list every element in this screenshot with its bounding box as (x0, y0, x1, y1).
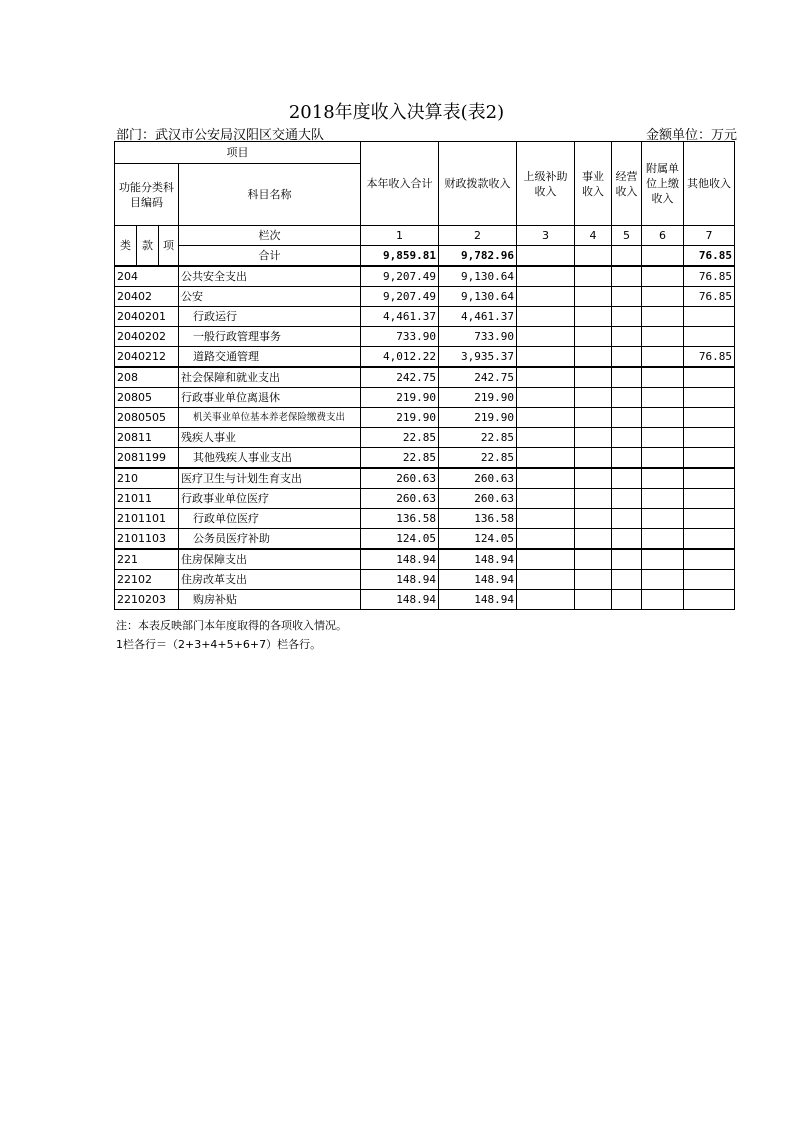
row-empty (612, 307, 642, 327)
header-superior-subsidy: 上级补助收入 (517, 142, 575, 226)
row-total: 260.63 (361, 468, 439, 489)
row-empty (612, 388, 642, 408)
row-name: 行政事业单位医疗 (179, 489, 361, 509)
row-empty (517, 570, 575, 590)
row-other (684, 307, 735, 327)
row-empty (642, 549, 684, 570)
row-empty (575, 428, 612, 448)
row-name: 社会保障和就业支出 (179, 367, 361, 388)
department-label: 部门：武汉市公安局汉阳区交通大队 (116, 128, 325, 143)
header-affiliated: 附属单位上缴收入 (642, 142, 684, 226)
row-other (684, 509, 735, 529)
row-code: 20805 (115, 388, 179, 408)
row-fiscal: 260.63 (439, 468, 517, 489)
row-other (684, 468, 735, 489)
row-total: 242.75 (361, 367, 439, 388)
row-empty (642, 327, 684, 347)
row-fiscal: 9,130.64 (439, 287, 517, 307)
table-row (115, 489, 735, 509)
header-kuan: 款 (137, 226, 159, 267)
col-num: 7 (684, 226, 735, 246)
row-code: 2210203 (115, 590, 179, 610)
table-row (115, 287, 735, 307)
row-name: 医疗卫生与计划生育支出 (179, 468, 361, 489)
row-name: 一般行政管理事务 (179, 327, 361, 347)
row-name: 行政运行 (179, 307, 361, 327)
row-code: 20811 (115, 428, 179, 448)
row-total: 148.94 (361, 549, 439, 570)
row-total: 9,207.49 (361, 287, 439, 307)
header-fiscal: 财政拨款收入 (439, 142, 517, 226)
row-empty (642, 590, 684, 610)
row-fiscal: 3,935.37 (439, 347, 517, 368)
row-code: 21011 (115, 489, 179, 509)
header-xiang: 项 (159, 226, 179, 267)
row-empty (517, 590, 575, 610)
row-empty (575, 388, 612, 408)
row-empty (642, 448, 684, 469)
table-row (115, 347, 735, 368)
row-fiscal: 260.63 (439, 489, 517, 509)
row-empty (517, 468, 575, 489)
row-code: 2081199 (115, 448, 179, 469)
row-fiscal: 242.75 (439, 367, 517, 388)
row-fiscal: 219.90 (439, 388, 517, 408)
row-total: 260.63 (361, 489, 439, 509)
row-total: 4,461.37 (361, 307, 439, 327)
row-empty (517, 428, 575, 448)
row-other: 76.85 (684, 347, 735, 368)
row-empty (517, 347, 575, 368)
row-empty (575, 489, 612, 509)
table-row (115, 529, 735, 550)
row-other (684, 367, 735, 388)
row-empty (612, 489, 642, 509)
row-other (684, 388, 735, 408)
row-code: 221 (115, 549, 179, 570)
row-code: 208 (115, 367, 179, 388)
row-empty (612, 590, 642, 610)
col-num: 5 (612, 226, 642, 246)
row-code: 210 (115, 468, 179, 489)
row-code: 20402 (115, 287, 179, 307)
row-name: 公共安全支出 (179, 266, 361, 287)
row-code: 2040201 (115, 307, 179, 327)
row-name: 公安 (179, 287, 361, 307)
row-other (684, 570, 735, 590)
amount-unit-label: 金额单位：万元 (645, 128, 737, 143)
row-empty (575, 570, 612, 590)
row-total: 148.94 (361, 590, 439, 610)
row-other (684, 428, 735, 448)
header-func-code: 功能分类科目编码 (115, 164, 179, 226)
row-empty (642, 489, 684, 509)
row-name: 其他残疾人事业支出 (179, 448, 361, 469)
row-other (684, 327, 735, 347)
note-line-2: 1栏各行＝（2+3+4+5+6+7）栏各行。 (116, 638, 322, 651)
row-empty (612, 570, 642, 590)
row-fiscal: 733.90 (439, 327, 517, 347)
row-empty (575, 468, 612, 489)
row-total: 136.58 (361, 509, 439, 529)
row-name: 残疾人事业 (179, 428, 361, 448)
row-code: 2040202 (115, 327, 179, 347)
row-other (684, 590, 735, 610)
table-row (115, 307, 735, 327)
row-empty (612, 509, 642, 529)
row-fiscal: 9,130.64 (439, 266, 517, 287)
row-empty (575, 509, 612, 529)
row-name: 购房补贴 (179, 590, 361, 610)
row-empty (575, 549, 612, 570)
row-total: 148.94 (361, 570, 439, 590)
col-num: 6 (642, 226, 684, 246)
table-row (115, 266, 735, 287)
row-name: 住房改革支出 (179, 570, 361, 590)
row-fiscal: 22.85 (439, 448, 517, 469)
table-row (115, 448, 735, 469)
row-other (684, 408, 735, 428)
row-other (684, 489, 735, 509)
row-empty (642, 287, 684, 307)
table-row (115, 570, 735, 590)
total-income-cell: 9,859.81 (361, 246, 439, 267)
row-fiscal: 219.90 (439, 408, 517, 428)
row-empty (575, 529, 612, 550)
total-fiscal-cell: 9,782.96 (439, 246, 517, 267)
row-empty (612, 266, 642, 287)
row-code: 2101103 (115, 529, 179, 550)
row-name: 住房保障支出 (179, 549, 361, 570)
row-empty (642, 347, 684, 368)
row-empty (612, 428, 642, 448)
row-empty (642, 529, 684, 550)
row-empty (575, 590, 612, 610)
row-total: 22.85 (361, 428, 439, 448)
table-row (115, 428, 735, 448)
table-row (115, 408, 735, 428)
total-row (115, 246, 735, 267)
row-empty (612, 468, 642, 489)
row-empty (517, 367, 575, 388)
row-empty (642, 408, 684, 428)
total-label: 合计 (179, 246, 361, 267)
row-total: 124.05 (361, 529, 439, 550)
table-row (115, 590, 735, 610)
row-name: 行政事业单位离退休 (179, 388, 361, 408)
row-empty (517, 448, 575, 469)
row-total: 9,207.49 (361, 266, 439, 287)
row-total: 219.90 (361, 408, 439, 428)
row-empty (612, 448, 642, 469)
row-empty (642, 428, 684, 448)
row-empty (575, 347, 612, 368)
row-empty (517, 266, 575, 287)
header-subject-name: 科目名称 (179, 164, 361, 226)
row-empty (642, 570, 684, 590)
row-empty (517, 489, 575, 509)
report-title: 2018年度收入决算表(表2) (288, 102, 505, 123)
note-line-1: 注：本表反映部门本年度取得的各项收入情况。 (116, 619, 347, 632)
row-empty (517, 388, 575, 408)
header-business: 事业收入 (575, 142, 612, 226)
row-empty (575, 266, 612, 287)
income-table (114, 141, 735, 610)
header-lanci: 栏次 (179, 226, 361, 246)
header-other: 其他收入 (684, 142, 735, 226)
table-row (115, 468, 735, 489)
row-fiscal: 22.85 (439, 428, 517, 448)
header-item: 项目 (115, 142, 361, 164)
row-empty (642, 388, 684, 408)
row-name: 道路交通管理 (179, 347, 361, 368)
row-empty (612, 529, 642, 550)
row-empty (642, 509, 684, 529)
row-empty (517, 529, 575, 550)
row-code: 204 (115, 266, 179, 287)
row-empty (642, 468, 684, 489)
row-empty (517, 287, 575, 307)
row-other: 76.85 (684, 287, 735, 307)
row-name: 行政单位医疗 (179, 509, 361, 529)
col-num: 1 (361, 226, 439, 246)
col-num: 2 (439, 226, 517, 246)
row-empty (642, 266, 684, 287)
total-other-cell: 76.85 (684, 246, 735, 267)
row-empty (517, 327, 575, 347)
row-empty (612, 367, 642, 388)
row-empty (575, 367, 612, 388)
row-empty (575, 448, 612, 469)
row-other (684, 549, 735, 570)
row-total: 219.90 (361, 388, 439, 408)
header-lei: 类 (115, 226, 137, 267)
row-empty (517, 549, 575, 570)
table-row (115, 549, 735, 570)
header-total-income: 本年收入合计 (361, 142, 439, 226)
row-other: 76.85 (684, 266, 735, 287)
row-fiscal: 124.05 (439, 529, 517, 550)
row-empty (575, 408, 612, 428)
table-row (115, 327, 735, 347)
row-empty (517, 509, 575, 529)
row-fiscal: 148.94 (439, 570, 517, 590)
row-code: 2040212 (115, 347, 179, 368)
row-fiscal: 4,461.37 (439, 307, 517, 327)
row-code: 2080505 (115, 408, 179, 428)
row-empty (612, 347, 642, 368)
row-total: 22.85 (361, 448, 439, 469)
row-fiscal: 136.58 (439, 509, 517, 529)
row-code: 22102 (115, 570, 179, 590)
col-num: 3 (517, 226, 575, 246)
row-fiscal: 148.94 (439, 590, 517, 610)
row-total: 4,012.22 (361, 347, 439, 368)
table-row (115, 509, 735, 529)
row-empty (612, 327, 642, 347)
row-empty (575, 287, 612, 307)
row-name: 公务员医疗补助 (179, 529, 361, 550)
row-empty (612, 408, 642, 428)
row-empty (575, 327, 612, 347)
row-empty (517, 307, 575, 327)
row-empty (517, 408, 575, 428)
row-name: 机关事业单位基本养老保险缴费支出 (179, 408, 361, 428)
row-code: 2101101 (115, 509, 179, 529)
row-fiscal: 148.94 (439, 549, 517, 570)
row-empty (575, 307, 612, 327)
row-other (684, 448, 735, 469)
table-row (115, 388, 735, 408)
row-empty (612, 287, 642, 307)
row-empty (612, 549, 642, 570)
row-empty (642, 367, 684, 388)
header-operating: 经营收入 (612, 142, 642, 226)
col-num: 4 (575, 226, 612, 246)
row-empty (642, 307, 684, 327)
row-total: 733.90 (361, 327, 439, 347)
row-other (684, 529, 735, 550)
table-row (115, 367, 735, 388)
